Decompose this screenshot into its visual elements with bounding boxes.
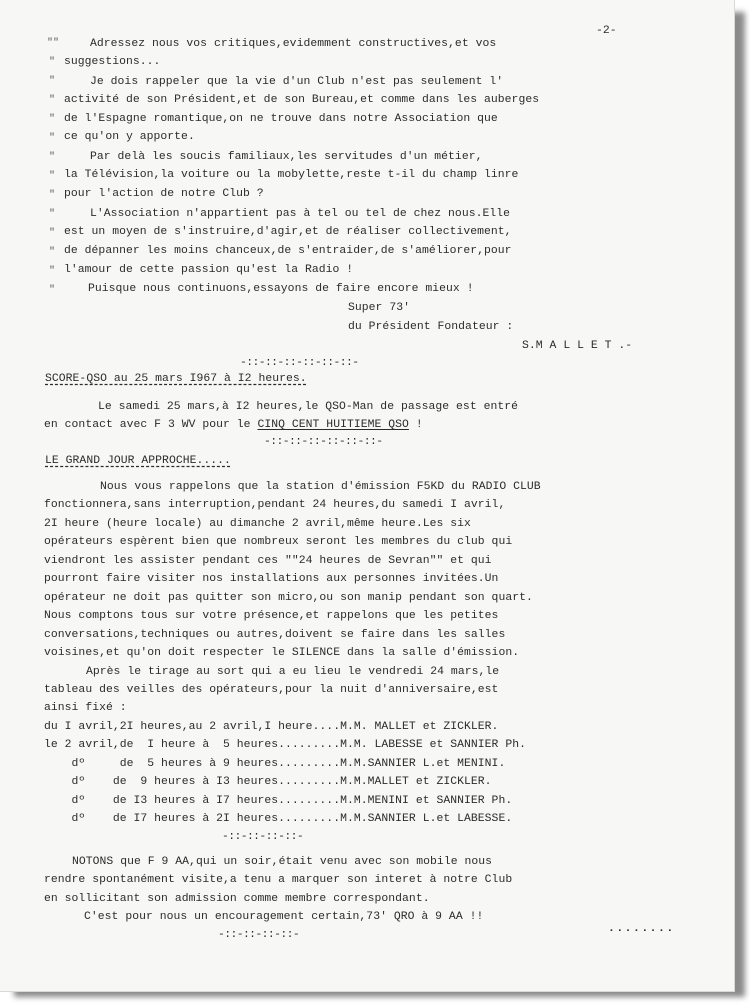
schedule-row: le 2 avril,de I heure à 5 heures.........M.M. LABESSE et SANNIER Ph. <box>44 739 526 751</box>
score-line <box>44 418 423 432</box>
grand-jour-line: ainsi fixé : <box>44 702 127 714</box>
separator: -::-::-::-::- <box>222 831 304 843</box>
grand-jour-line: opérateur ne doit pas quitter son micro,ou son manip pendant son quart. <box>44 592 533 604</box>
intro-line: Adressez nous vos critiques,evidemment constructives,et vos <box>90 38 497 50</box>
ellipsis: ........ <box>608 923 675 935</box>
quote-mark: " <box>49 171 56 182</box>
schedule-row: dº de 5 heures à 9 heures.........M.M.SANNIER L.et MENINI. <box>44 758 506 770</box>
grand-jour-line: Nous vous rappelons que la station d'émission F5KD du RADIO CLUB <box>100 481 541 493</box>
quote-mark: "" <box>47 38 60 49</box>
notons-line: en sollicitant son admission comme membre correspondant. <box>44 893 430 905</box>
grand-jour-line: viendront les assister pendant ces ""24 heures de Sevran"" et qui <box>44 555 492 567</box>
page-number: -2- <box>596 25 617 37</box>
quote-mark: " <box>49 133 56 144</box>
schedule-row: dº de I7 heures à 2I heures.........M.M.SANNIER L.et LABESSE. <box>44 813 513 825</box>
grand-jour-line: Après le tirage au sort qui a eu lieu le vendredi 24 mars,le <box>86 666 500 678</box>
intro-line: de dépanner les moins chanceux,de s'entraider,de s'améliorer,pour <box>64 245 512 257</box>
notons-line: C'est pour nous un encouragement certain,73' QRO à 9 AA !! <box>84 911 484 923</box>
score-line-suffix: ! <box>408 419 423 431</box>
intro-line: ce qu'on y apporte. <box>64 131 195 143</box>
intro-line: pour l'action de notre Club ? <box>64 188 264 200</box>
notons-line: rendre spontanément visite,a tenu a marquer son interet à notre Club <box>44 874 513 886</box>
grand-jour-line: tableau des veilles des opérateurs,pour la nuit d'anniversaire,est <box>44 684 499 696</box>
quote-mark: " <box>49 247 56 258</box>
quote-mark: " <box>49 190 56 201</box>
schedule-row: dº de 9 heures à I3 heures.........M.M.MALLET et ZICKLER. <box>44 776 492 788</box>
quote-mark: " <box>49 152 56 163</box>
quote-mark: " <box>49 209 56 220</box>
schedule-row: du I avril,2I heures,au 2 avril,I heure....M.M. MALLET et ZICKLER. <box>44 721 499 733</box>
quote-mark: " <box>49 266 56 277</box>
score-heading: SCORE-QSO au 25 mars I967 à I2 heures. <box>45 373 307 385</box>
quote-mark: " <box>49 114 56 125</box>
quote-mark: " <box>49 285 56 296</box>
intro-line: la Télévision,la voiture ou la mobylette,reste t-il du champ linre <box>64 169 519 181</box>
grand-jour-line: conversations,techniques ou autres,doivent se faire dans les salles <box>44 629 506 641</box>
signature-name: S.M A L L E T .- <box>522 340 633 352</box>
grand-jour-heading: LE GRAND JOUR APPROCHE..... <box>45 455 231 467</box>
schedule-row: dº de I3 heures à I7 heures.........M.M.MENINI et SANNIER Ph. <box>44 795 513 807</box>
intro-line: de l'Espagne romantique,on ne trouve dans notre Association que <box>64 113 498 125</box>
score-line: Le samedi 25 mars,à I2 heures,le QSO-Man de passage est entré <box>98 401 519 413</box>
quote-mark: " <box>49 228 56 239</box>
grand-jour-line: Nous comptons tous sur votre présence,et rappelons que les petites <box>44 610 499 622</box>
separator: -::-::-::-::- <box>218 929 300 941</box>
separator: -::-::-::-::-::-::- <box>240 357 359 369</box>
intro-line: Puisque nous continuons,essayons de faire encore mieux ! <box>88 283 474 295</box>
intro-line: est un moyen de s'instruire,d'agir,et de réaliser collectivement, <box>64 226 512 238</box>
intro-line: L'Association n'appartient pas à tel ou tel de chez nous.Elle <box>90 208 511 220</box>
signature-greeting: Super 73' <box>348 302 410 314</box>
grand-jour-line: voisines,et qu'on doit respecter le SILENCE dans la salle d'émission. <box>44 647 520 659</box>
score-emphasis: CINQ CENT HUITIEME QSO <box>257 419 409 431</box>
quote-mark: " <box>49 76 56 87</box>
notons-line: NOTONS que F 9 AA,qui un soir,était venu avec son mobile nous <box>72 856 493 868</box>
quote-mark: " <box>49 95 56 106</box>
grand-jour-line: fonctionnera,sans interruption,pendant 24 heures,du samedi I avril, <box>44 499 506 511</box>
grand-jour-line: 2I heure (heure locale) au dimanche 2 avril,même heure.Les six <box>44 518 471 530</box>
intro-line: suggestions... <box>64 56 161 68</box>
intro-line: activité de son Président,et de son Bureau,et comme dans les auberges <box>64 94 540 106</box>
score-line-prefix: en contact avec F 3 WV pour le <box>44 419 258 431</box>
quote-mark: " <box>49 57 56 68</box>
intro-line: Je dois rappeler que la vie d'un Club n'est pas seulement l' <box>90 76 504 88</box>
grand-jour-line: opérateurs espèrent bien que nombreux seront les membres du club qui <box>44 536 513 548</box>
separator: -::-::-::-::-::-::- <box>264 436 383 448</box>
intro-line: Par delà les soucis familiaux,les servitudes d'un métier, <box>90 151 483 163</box>
signature-role: du Président Fondateur : <box>348 321 514 333</box>
intro-line: l'amour de cette passion qu'est la Radio ! <box>64 264 354 276</box>
grand-jour-line: pourront faire visiter nos installations aux personnes invitées.Un <box>44 573 499 585</box>
